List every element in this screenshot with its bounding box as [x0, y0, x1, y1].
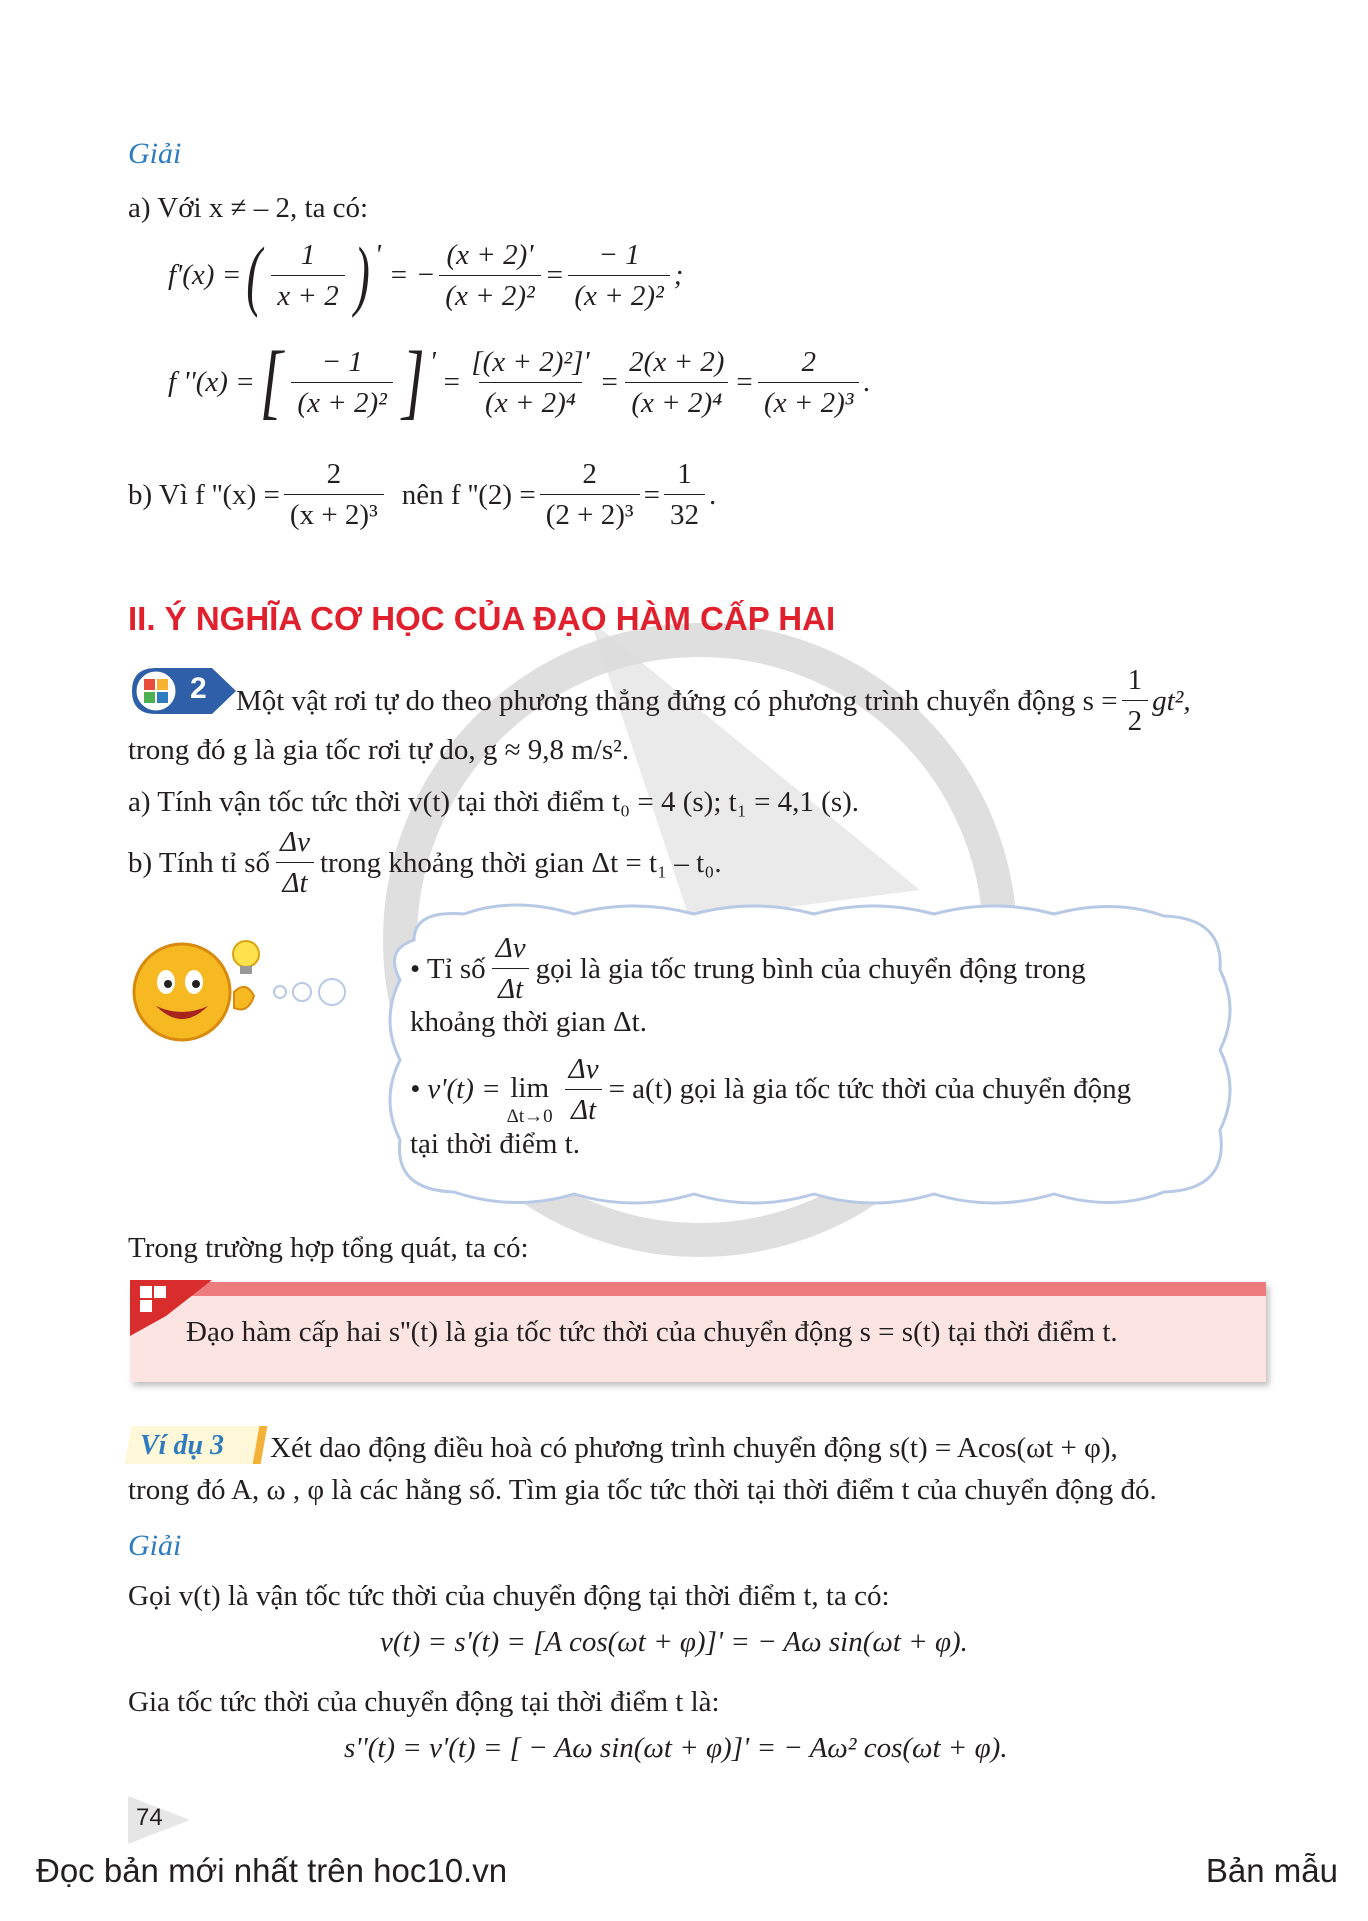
activity-line-1: Một vật rơi tự do theo phương thẳng đứng có phương trình chuyển động s = $\frac{1}{2}$ gt²,	[236, 664, 1191, 737]
activity-question-a: a) Tính vận tốc tức thời v(t) tại thời điểm t₀ = 4 (s); t₁ = 4,1 (s).	[128, 786, 860, 818]
page-number: 74	[136, 1804, 163, 1831]
first-derivative-equation: f'(x) = ( $\frac{1}{x + 2}$ ) ' = − $\frac{(x + 2)'}{\text{(x + 2)²}}$ = $\frac{- 1}{\text{(x + 2)²}}$ ;	[168, 231, 684, 318]
second-derivative-equation: f ''(x) = [ $\frac{- 1}{\text{(x + 2)²}}$ ] ' = $\frac{\text{[(x + 2)²]'}}{\text{(x + 2)⁴}}$ = $\frac{2(x + 2)}{\text{(x + 2)⁴}}$ = $\frac{2}{\text{(x + 2)³}}$ .	[168, 335, 871, 428]
activity-badge	[126, 664, 240, 718]
activity-line-2: trong đó g là gia tốc rơi tự do, g ≈ 9,8 m/s².	[128, 734, 630, 766]
activity-number: 2	[190, 672, 207, 705]
cloud-bullet-1: • Tỉ số $\frac{\Delta v}{\Delta t}$ gọi là gia tốc trung bình của chuyển động trong	[410, 932, 1086, 1005]
activity-question-b: b) Tính tỉ số $\frac{\Delta v}{\Delta t}$ trong khoảng thời gian Δt = t₁ – t₀.	[128, 826, 722, 899]
definition-text: Đạo hàm cấp hai s''(t) là gia tốc tức thời của chuyển động s = s(t) tại thời điểm t.	[186, 1316, 1118, 1348]
solution-part-b: b) Vì f ''(x) = $\frac{2}{\text{(x + 2)³}}$ nên f ''(2) = $\frac{2}{\text{(2 + 2)³}}$ = $\frac{1}{32}$ .	[128, 458, 717, 531]
solution-label: Giải	[128, 137, 182, 170]
cloud-bullet-1-cont: khoảng thời gian Δt.	[410, 1006, 647, 1038]
example-solution-line-1: Gọi v(t) là vận tốc tức thời của chuyển động tại thời điểm t, ta có:	[128, 1580, 890, 1612]
footer-right-label: Bản mẫu	[1205, 1852, 1338, 1889]
cloud-bullet-2: • v'(t) = lim Δt→0 $\frac{\Delta v}{\Delta t}$ = a(t) gọi là gia tốc tức thời của chuyển động	[410, 1052, 1132, 1127]
thought-bubbles	[270, 972, 360, 1012]
section-heading: II. Ý NGHĨA CƠ HỌC CỦA ĐẠO HÀM CẤP HAI	[128, 600, 836, 637]
general-case-intro: Trong trường hợp tổng quát, ta có:	[128, 1232, 529, 1264]
footer-left-link[interactable]: Đọc bản mới nhất trên hoc10.vn	[36, 1852, 508, 1889]
example-label: Ví dụ 3	[140, 1430, 225, 1461]
velocity-equation: v(t) = s'(t) = [A cos(ωt + φ)]' = − Aω sin(ωt + φ).	[380, 1626, 968, 1658]
example-solution-label: Giải	[128, 1529, 182, 1562]
smiley-lightbulb-icon	[126, 924, 286, 1044]
example-solution-line-2: Gia tốc tức thời của chuyển động tại thời điểm t là:	[128, 1686, 720, 1718]
acceleration-equation: s''(t) = v'(t) = [ − Aω sin(ωt + φ)]' = − Aω² cos(ωt + φ).	[344, 1732, 1008, 1764]
cloud-bullet-2-cont: tại thời điểm t.	[410, 1128, 580, 1160]
example-line-2: trong đó A, ω , φ là các hằng số. Tìm gia tốc tức thời tại thời điểm t của chuyển động đó.	[128, 1474, 1157, 1506]
example-line-1: Xét dao động điều hoà có phương trình chuyển động s(t) = Acos(ωt + φ),	[270, 1432, 1118, 1464]
solution-part-a-intro: a) Với x ≠ – 2, ta có:	[128, 192, 369, 224]
